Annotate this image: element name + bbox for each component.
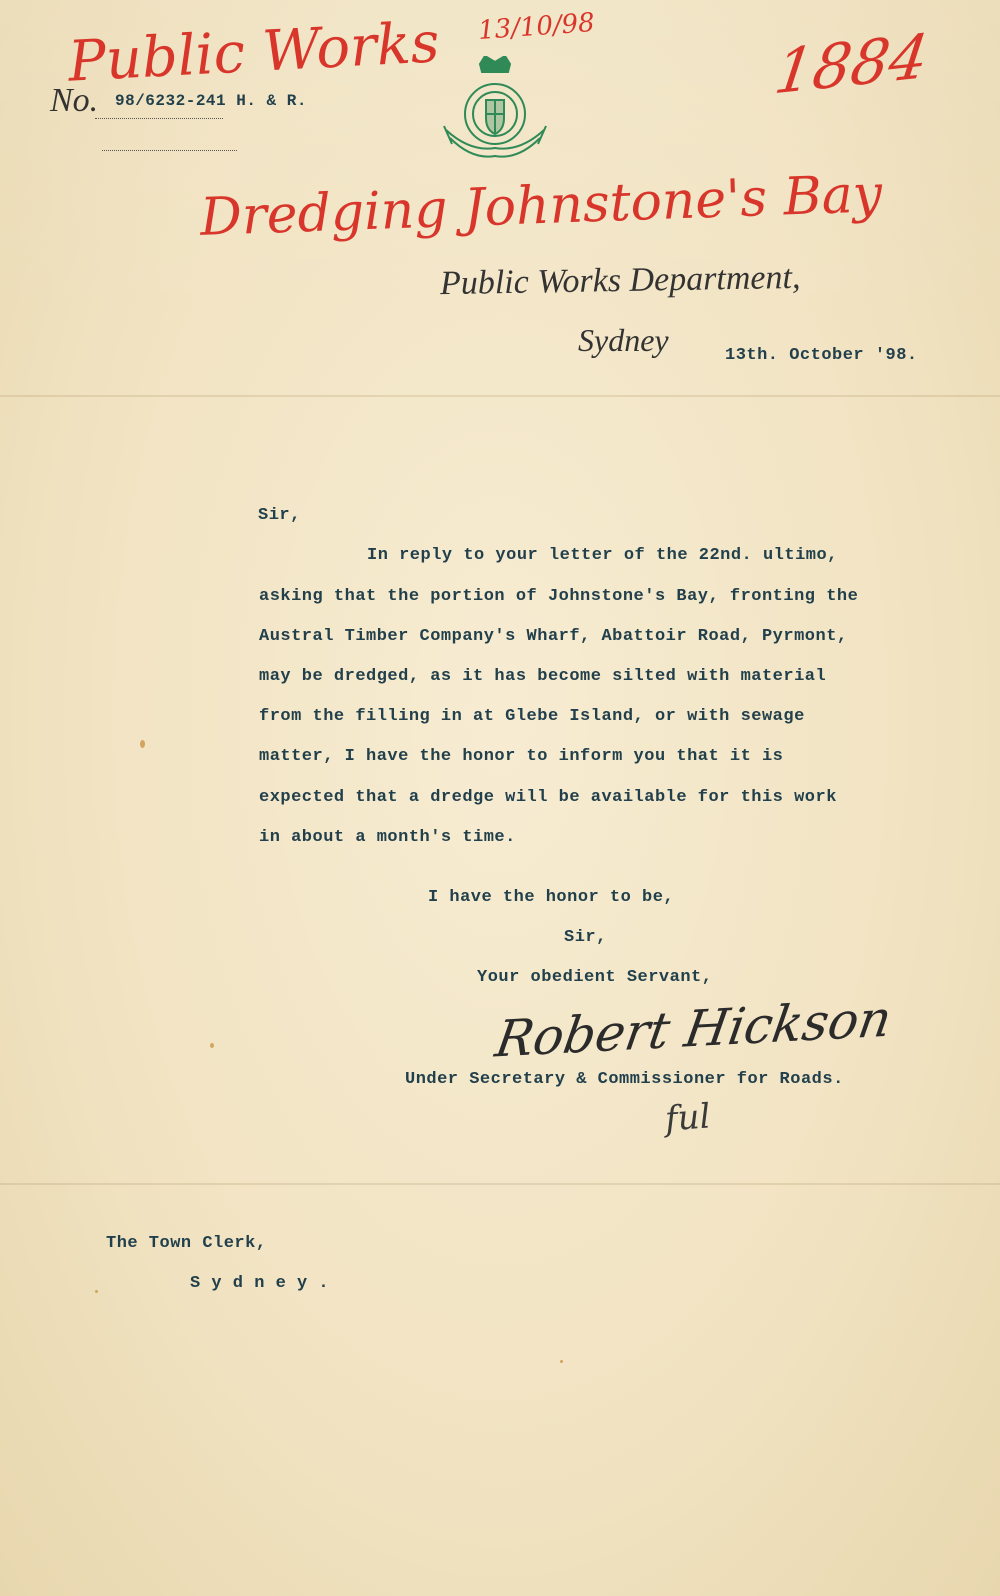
body-line: Austral Timber Company's Wharf, Abattoir Road, Pyrmont, (259, 627, 848, 646)
number-prefix: No. (50, 82, 99, 119)
foxing-spot (95, 1290, 98, 1293)
closing-salutation: Sir, (564, 928, 607, 947)
fold-line (0, 1183, 1000, 1185)
recipient-line: The Town Clerk, (106, 1234, 267, 1253)
reference-number: 98/6232-241 H. & R. (115, 92, 307, 110)
body-line: matter, I have the honor to inform you that it is (259, 747, 784, 766)
body-line: expected that a dredge will be available for this work (259, 788, 837, 807)
signature: Robert Hickson (491, 989, 896, 1069)
recipient-city: S y d n e y . (190, 1274, 330, 1293)
handwritten-department: Public Works (66, 10, 441, 95)
reference-blank-line (102, 150, 237, 151)
fold-line (0, 395, 1000, 397)
handwritten-subject: Dredging Johnstone's Bay (199, 164, 884, 248)
body-line: in about a month's time. (259, 828, 516, 847)
department-heading: Public Works Department, (439, 258, 801, 303)
body-line: In reply to your letter of the 22nd. ultimo, (367, 546, 838, 565)
place-heading: Sydney (578, 322, 669, 358)
foxing-spot (210, 1043, 214, 1048)
body-line: may be dredged, as it has become silted with material (259, 667, 827, 686)
body-line: from the filling in at Glebe Island, or with sewage (259, 707, 805, 726)
signatory-title: Under Secretary & Commissioner for Roads. (405, 1070, 844, 1089)
handwritten-initials: ful (663, 1096, 712, 1140)
closing-servant: Your obedient Servant, (477, 968, 713, 987)
reference-underline (95, 118, 223, 119)
handwritten-date: 13/10/98 (477, 7, 596, 47)
letter-date: 13th. October '98. (725, 346, 918, 365)
foxing-spot (140, 740, 145, 748)
foxing-spot (560, 1360, 563, 1363)
salutation: Sir, (258, 506, 301, 525)
handwritten-number: 1884 (770, 21, 933, 109)
royal-coat-of-arms-icon (440, 56, 550, 166)
closing-line: I have the honor to be, (428, 888, 675, 907)
body-line: asking that the portion of Johnstone's Bay, fronting the (259, 587, 859, 606)
